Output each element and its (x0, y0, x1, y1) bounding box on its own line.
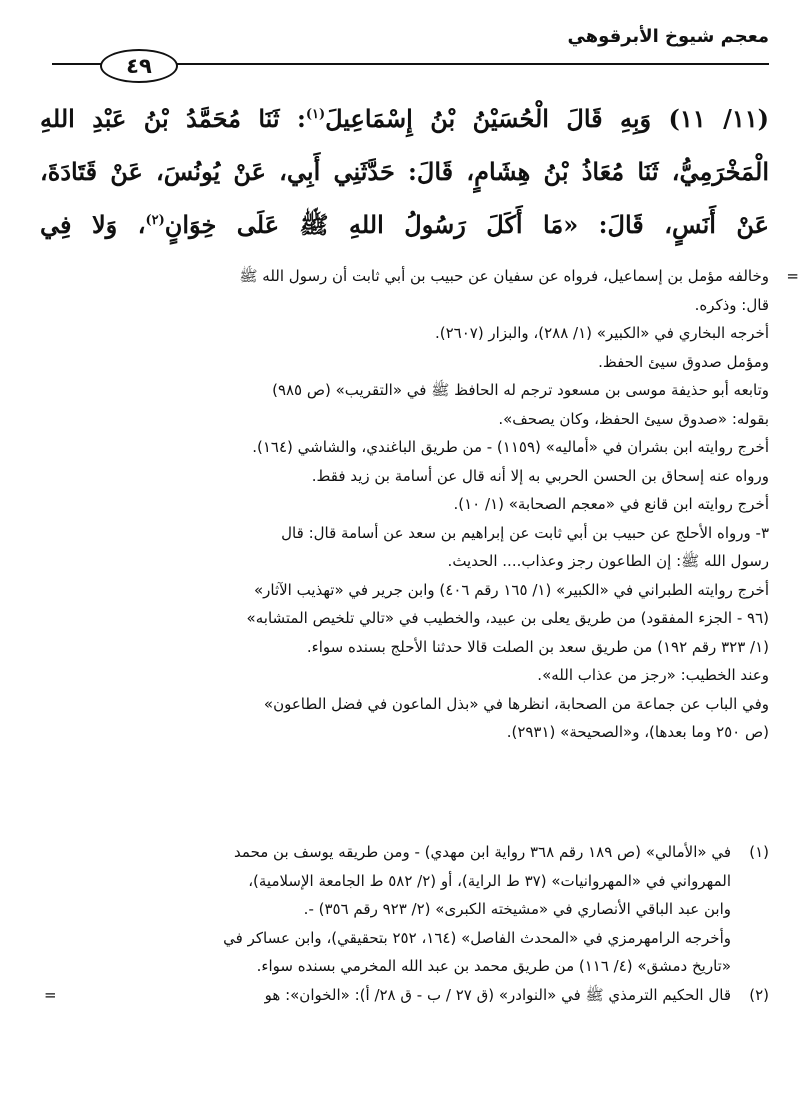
footnote-ref-2: (٢) (145, 213, 165, 228)
note-line: وفي الباب عن جماعة من الصحابة، انظرها في «بذل الماعون في فضل الطاعون» (263, 694, 769, 713)
footnote-1 (44, 838, 769, 981)
main-line-1-end: : ثَنَا مُحَمَّدُ بْنُ عَبْدِ اللهِ (40, 104, 306, 133)
footnote-line: المهرواني في «المهروانيات» (٣٧ ط الراية)، أو (٢/ ٥٨٢ ط الجامعة الإسلامية)، (248, 871, 731, 890)
main-line-3-text: عَنْ أَنَسٍ، قَالَ: «مَا أَكَلَ رَسُولُ اللهِ ﷺ عَلَى خِوَانٍ (164, 210, 769, 239)
note-line: (ص ٢٥٠ وما بعدها)، و«الصحيحة» (٢٩٣١). (506, 723, 769, 741)
main-line-3-end: ، وَلا فِي (40, 210, 146, 239)
note-line: (١/ ٣٢٣ رقم ١٩٢) من طريق سعد بن الصلت قالا حدثنا الأحلج بسنده سواء. (306, 637, 769, 656)
footnote-line: وابن عبد الباقي الأنصاري في «مشيخته الكبرى» (٢/ ٩٢٣ رقم ٣٥٦) -. (303, 900, 731, 918)
note-line: ومؤمل صدوق سيئ الحفظ. (598, 352, 769, 371)
footnote-line: وأخرجه الرامهرمزي في «المحدث الفاصل» (١٦٤، ٢٥٢ بتحقيقي)، وابن عساكر في (223, 928, 731, 947)
footnote-1-marker: (١) (749, 843, 769, 861)
main-hadith-text (40, 92, 769, 251)
page-number-badge: ٤٩ (100, 49, 178, 83)
note-line: أخرج روايته ابن بشران في «أماليه» (١١٥٩) - من طريق الباغندي، والشاشي (١٦٤). (252, 438, 769, 456)
note-line: بقوله: «صدوق سيئ الحفظ، وكان يصحف». (498, 409, 769, 428)
main-line-1-text: (١١/ ١١) وَبِهِ قَالَ الْحُسَيْنُ بْنُ إِسْمَاعِيلَ (325, 104, 769, 133)
footnote-2-marker: (٢) (749, 985, 769, 1004)
main-line-3 (40, 198, 769, 251)
footnote-ref-1: (١) (305, 107, 326, 122)
note-line: وتابعه أبو حذيفة موسى بن مسعود ترجم له الحافظ ﷺ في «التقريب» (ص ٩٨٥) (272, 381, 769, 399)
footnote-2-text: قال الحكيم الترمذي ﷺ في «النوادر» (ق ٢٧ / ب - ق ٢٨/ أ): «الخوان»: هو (264, 985, 731, 1004)
note-line: وخالفه مؤمل بن إسماعيل، فرواه عن سفيان عن حبيب بن أبي ثابت أن رسول الله ﷺ (239, 267, 769, 285)
note-line: أخرج روايته الطبراني في «الكبير» (١/ ١٦٥ رقم ٤٠٦) وابن جرير في «تهذيب الآثار» (253, 580, 769, 599)
note-line: وعند الخطيب: «رجز من عذاب الله». (537, 666, 769, 684)
note-line: قال: وذكره. (694, 295, 769, 314)
note-line: أخرج روايته ابن قانع في «معجم الصحابة» (١/ ١٠). (453, 495, 769, 513)
note-line: ورواه عنه إسحاق بن الحسن الحربي به إلا أنه قال عن أسامة بن زيد فقط. (311, 466, 769, 485)
footnote-2 (44, 981, 769, 1010)
running-title: معجم شيوخ الأبرقوهي (567, 26, 769, 47)
note-line: رسول الله ﷺ: إن الطاعون رجز وعذاب.... الحديث. (447, 552, 769, 570)
footnotes (44, 838, 769, 1009)
note-line: أخرجه البخاري في «الكبير» (١/ ٢٨٨)، والبزار (٢٦٠٧). (434, 324, 769, 342)
note-line: ٣- ورواه الأحلج عن حبيب بن أبي ثابت عن إبراهيم بن سعد عن أسامة قال: قال (281, 523, 769, 542)
continued-notes (44, 262, 799, 747)
main-line-2: الْمَخْرَمِيُّ، ثَنَا مُعَاذُ بْنُ هِشَامٍ، قَالَ: حَدَّثَنِي أَبِي، عَنْ يُونُسَ، عَنْ قَتَادَةَ، (40, 157, 769, 186)
note-line: (٩٦ - الجزء المفقود) من طريق يعلى بن عبيد، والخطيب في «تالي تلخيص المتشابه» (246, 609, 769, 627)
main-line-1 (40, 92, 769, 145)
continuation-end-mark: = (44, 985, 57, 1004)
footnote-line: «تاريخ دمشق» (٤/ ١١٦) من طريق محمد بن عبد الله المخرمي بسنده سواء. (256, 957, 731, 975)
footnote-line: في «الأمالي» (ص ١٨٩ رقم ٣٦٨ رواية ابن مهدي) - ومن طريقه يوسف بن محمد (234, 843, 731, 861)
continuation-mark: = (786, 267, 799, 285)
